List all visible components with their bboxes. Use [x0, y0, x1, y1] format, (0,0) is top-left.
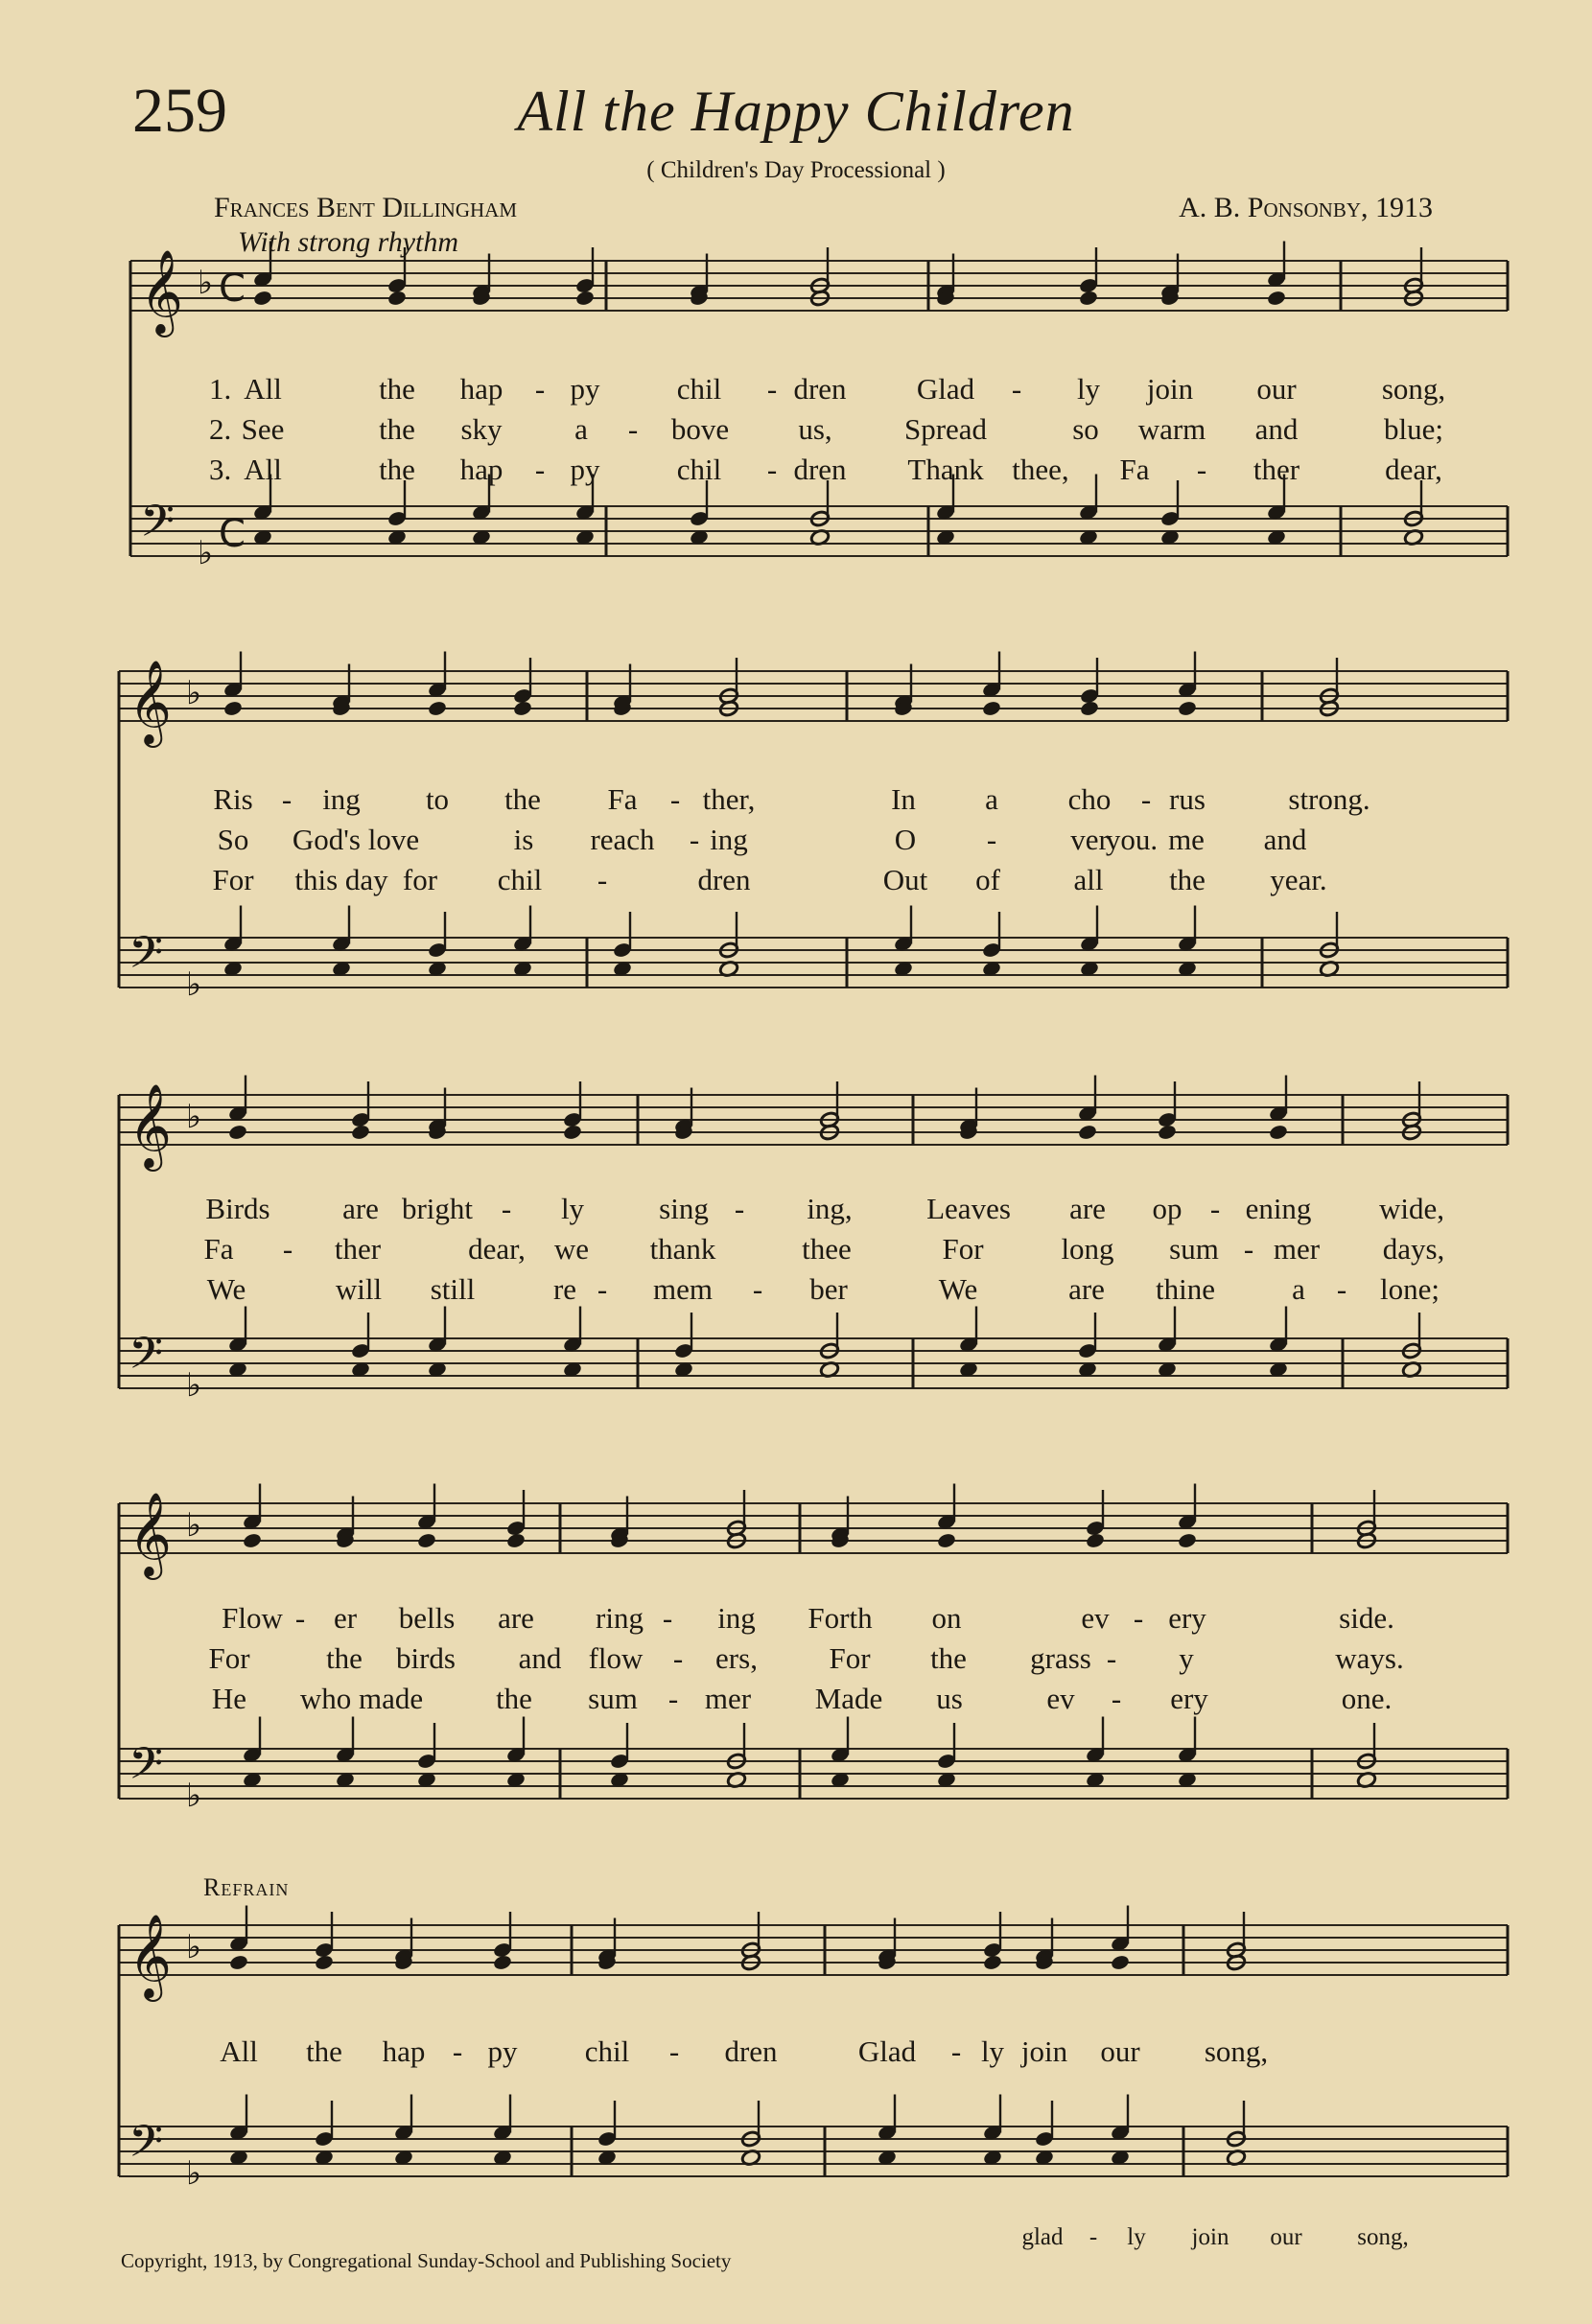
lyric-syllable: our — [1100, 2034, 1140, 2068]
lyric-syllable: mer — [1273, 1232, 1321, 1266]
key-signature-flat-icon: ♭ — [186, 965, 202, 1004]
lyric-syllable: are — [498, 1601, 534, 1635]
treble-clef-icon: 𝄞 — [140, 248, 183, 334]
key-signature-flat-icon: ♭ — [186, 1506, 202, 1545]
lyric-syllable: ther, — [702, 782, 756, 816]
lyric-syllable: still — [430, 1272, 476, 1306]
lyric-syllable: lone; — [1380, 1272, 1440, 1306]
tempo-marking: With strong rhythm — [238, 226, 459, 258]
lyric-syllable: For — [208, 1641, 250, 1675]
lyric-syllable: ery — [1168, 1601, 1206, 1635]
lyric-syllable: ery — [1170, 1682, 1208, 1715]
treble-clef-icon: 𝄞 — [129, 1491, 172, 1576]
copyright-notice: Copyright, 1913, by Congregational Sunday-School and Publishing Society — [121, 2249, 732, 2272]
lyric-syllable: thine — [1156, 1272, 1215, 1306]
lyric-syllable: Forth — [808, 1601, 873, 1635]
key-signature-flat-icon: ♭ — [198, 534, 214, 572]
lyric-syllable: is — [513, 823, 534, 856]
lyric-syllable: y — [1179, 1641, 1194, 1675]
syllable-hyphen: - — [1336, 1272, 1347, 1306]
lyric-syllable: warm — [1137, 412, 1206, 446]
lyric-syllable: long — [1061, 1232, 1114, 1266]
lyric-syllable: All — [220, 2034, 258, 2068]
lyric-syllable: py — [570, 372, 600, 406]
lyric-syllable: dear, — [468, 1232, 526, 1266]
syllable-hyphen: - — [734, 1192, 745, 1225]
lyric-syllable: Glad — [857, 2034, 917, 2068]
refrain-label: Refrain — [203, 1873, 290, 1901]
lyric-syllable: you. — [1105, 823, 1159, 856]
lyric-syllable: ly — [560, 1192, 585, 1225]
lyric-syllable: Fa — [607, 782, 638, 816]
lyric-syllable: Ris — [213, 782, 253, 816]
lyric-syllable: the — [326, 1641, 363, 1675]
lyric-syllable: py — [487, 2034, 518, 2068]
lyric-syllable: For — [212, 863, 254, 896]
lyric-syllable: bells — [398, 1601, 456, 1635]
lyric-syllable: bove — [670, 412, 730, 446]
lyric-syllable: one. — [1341, 1682, 1393, 1715]
notehead — [227, 1124, 247, 1141]
lyric-syllable: ring — [596, 1601, 644, 1635]
system-1 — [130, 248, 1508, 572]
echo-lyric-syllable: song, — [1357, 2224, 1409, 2250]
syllable-hyphen: - — [986, 823, 997, 856]
notehead — [1157, 1124, 1177, 1141]
lyric-syllable: all — [1073, 863, 1104, 896]
bass-clef-icon: 𝄢 — [140, 496, 176, 558]
syllable-hyphen: - — [950, 2034, 962, 2068]
lyric-syllable: Flow — [222, 1601, 283, 1635]
lyric-syllable: thank — [649, 1232, 716, 1266]
key-signature-flat-icon: ♭ — [186, 1777, 202, 1815]
syllable-hyphen: - — [597, 863, 608, 896]
lyric-syllable: sing — [659, 1192, 709, 1225]
syllable-hyphen: - — [282, 1232, 293, 1266]
lyric-syllable: py — [570, 453, 600, 486]
lyric-syllable: to — [425, 782, 450, 816]
lyric-syllable: For — [942, 1232, 984, 1266]
lyric-syllable: Thank — [907, 453, 984, 486]
lyric-syllable: ev — [1046, 1682, 1075, 1715]
lyric-syllable: cho — [1067, 782, 1112, 816]
lyric-syllable: rus — [1169, 782, 1206, 816]
lyric-syllable: ly — [980, 2034, 1005, 2068]
lyric-syllable: chil — [676, 372, 722, 406]
lyric-syllable: are — [342, 1192, 379, 1225]
lyric-syllable: the — [496, 1682, 532, 1715]
notehead — [1110, 1954, 1130, 1971]
syllable-hyphen: - — [1106, 1641, 1117, 1675]
notehead — [512, 700, 532, 717]
lyric-syllable: thee — [802, 1232, 852, 1266]
lyric-syllable: blue; — [1384, 412, 1443, 446]
lyric-syllable: a — [1292, 1272, 1305, 1306]
lyric-syllable: All — [244, 372, 282, 406]
lyric-syllable: ening — [1245, 1192, 1312, 1225]
key-signature-flat-icon: ♭ — [186, 674, 202, 712]
lyric-syllable: ers, — [715, 1641, 758, 1675]
notehead — [242, 1532, 262, 1549]
syllable-hyphen: - — [627, 412, 639, 446]
time-signature: C — [219, 512, 246, 556]
notehead — [1085, 1532, 1105, 1549]
lyric-syllable: the — [379, 372, 415, 406]
lyric-syllable: ways. — [1335, 1641, 1404, 1675]
lyric-syllable: ing — [322, 782, 361, 816]
lyric-syllable: In — [891, 782, 916, 816]
lyric-syllable: of — [975, 863, 1000, 896]
lyric-syllable: So — [217, 823, 249, 856]
syllable-hyphen: - — [669, 782, 681, 816]
lyric-syllable: side. — [1339, 1601, 1394, 1635]
lyric-syllable: See — [241, 412, 285, 446]
lyric-syllable: dear, — [1385, 453, 1442, 486]
lyric-syllable: hap — [459, 372, 503, 406]
lyric-syllable: Spread — [903, 412, 988, 446]
lyric-syllable: chil — [497, 863, 543, 896]
syllable-hyphen: - — [294, 1601, 306, 1635]
lyric-syllable: op — [1152, 1192, 1182, 1225]
syllable-hyphen: - — [501, 1192, 512, 1225]
lyric-syllable: sum — [1169, 1232, 1219, 1266]
lyric-syllable: and — [518, 1641, 562, 1675]
syllable-hyphen: - — [689, 823, 700, 856]
lyric-syllable: Glad — [916, 372, 975, 406]
lyric-syllable: hap — [382, 2034, 426, 2068]
notehead — [1079, 700, 1099, 717]
notehead — [350, 1124, 370, 1141]
hymn-subtitle: ( Children's Day Processional ) — [646, 157, 946, 183]
treble-clef-icon: 𝄞 — [129, 659, 172, 744]
verse-number: 2. — [209, 412, 232, 446]
lyric-syllable: mem — [653, 1272, 713, 1306]
author-credit: Frances Bent Dillingham — [214, 192, 518, 223]
syllable-hyphen: - — [1011, 372, 1022, 406]
lyric-syllable: ber — [809, 1272, 848, 1306]
echo-lyric-syllable: our — [1270, 2224, 1302, 2250]
lyric-syllable: Made — [814, 1682, 883, 1715]
notehead — [386, 290, 407, 307]
lyric-syllable: ing, — [807, 1192, 853, 1225]
lyric-syllable: ev — [1081, 1601, 1110, 1635]
notehead — [1266, 290, 1286, 307]
lyric-syllable: us, — [798, 412, 832, 446]
notehead — [314, 1954, 334, 1971]
lyric-syllable: O — [894, 823, 917, 856]
syllable-hyphen: - — [534, 372, 546, 406]
notehead — [1077, 1124, 1097, 1141]
lyric-syllable: a — [985, 782, 998, 816]
lyric-syllable: ly — [1076, 372, 1101, 406]
lyric-syllable: this day — [294, 863, 388, 896]
lyric-syllable: dren — [697, 863, 751, 896]
lyric-syllable: He — [211, 1682, 247, 1715]
syllable-hyphen: - — [281, 782, 293, 816]
lyric-syllable: sky — [460, 412, 503, 446]
lyric-syllable: the — [306, 2034, 342, 2068]
syllable-hyphen: - — [1196, 453, 1207, 486]
notehead — [562, 1124, 582, 1141]
treble-clef-icon: 𝄞 — [129, 1913, 172, 1998]
syllable-hyphen: - — [597, 1272, 608, 1306]
time-signature: C — [219, 267, 246, 311]
syllable-hyphen: - — [662, 1601, 673, 1635]
syllable-hyphen: - — [766, 453, 778, 486]
lyric-syllable: strong. — [1288, 782, 1370, 816]
lyric-syllable: days, — [1382, 1232, 1445, 1266]
lyric-syllable: bright — [401, 1192, 474, 1225]
syllable-hyphen: - — [766, 372, 778, 406]
lyric-syllable: song, — [1381, 372, 1446, 406]
lyric-syllable: grass — [1030, 1641, 1091, 1675]
echo-lyric-syllable: glad — [1021, 2224, 1064, 2250]
lyric-syllable: who made — [299, 1682, 424, 1715]
syllable-hyphen: - — [1089, 2224, 1098, 2250]
lyric-syllable: on — [931, 1601, 962, 1635]
syllable-hyphen: - — [452, 2034, 463, 2068]
lyric-syllable: ing — [710, 823, 748, 856]
lyric-syllable: the — [379, 412, 415, 446]
lyric-syllable: flow — [588, 1641, 644, 1675]
notehead — [936, 1532, 956, 1549]
lyric-syllable: sum — [588, 1682, 638, 1715]
notehead — [492, 1954, 512, 1971]
notehead — [981, 700, 1001, 717]
lyric-syllable: song, — [1204, 2034, 1269, 2068]
lyric-syllable: will — [335, 1272, 383, 1306]
lyric-syllable: so — [1072, 412, 1099, 446]
notehead — [1078, 290, 1098, 307]
lyric-syllable: dren — [724, 2034, 778, 2068]
syllable-hyphen: - — [1243, 1232, 1254, 1266]
lyric-syllable: are — [1069, 1192, 1106, 1225]
treble-clef-icon: 𝄞 — [129, 1082, 172, 1168]
lyric-syllable: dren — [793, 372, 847, 406]
lyric-syllable: thee, — [1012, 453, 1069, 486]
echo-lyric-syllable: join — [1191, 2224, 1229, 2250]
lyric-syllable: a — [574, 412, 588, 446]
syllable-hyphen: - — [672, 1641, 684, 1675]
lyric-syllable: Fa — [203, 1232, 234, 1266]
key-signature-flat-icon: ♭ — [186, 1928, 202, 1966]
verse-number: 1. — [209, 372, 232, 406]
lyric-syllable: our — [1256, 372, 1297, 406]
lyric-syllable: are — [1068, 1272, 1105, 1306]
lyric-syllable: mer — [704, 1682, 752, 1715]
notehead — [222, 700, 243, 717]
lyric-syllable: Fa — [1119, 453, 1150, 486]
syllable-hyphen: - — [667, 1682, 679, 1715]
syllable-hyphen: - — [1140, 782, 1152, 816]
lyric-syllable: birds — [396, 1641, 456, 1675]
lyric-syllable: We — [206, 1272, 246, 1306]
lyric-syllable: er — [333, 1601, 358, 1635]
notehead — [228, 1954, 248, 1971]
syllable-hyphen: - — [1133, 1601, 1144, 1635]
notehead — [1177, 700, 1197, 717]
composer-credit: A. B. Ponsonby, 1913 — [1179, 192, 1433, 223]
lyric-syllable: ver — [1070, 823, 1109, 856]
notehead — [416, 1532, 436, 1549]
lyric-syllable: reach — [590, 823, 655, 856]
key-signature-flat-icon: ♭ — [186, 1366, 202, 1405]
notehead — [1177, 1532, 1197, 1549]
lyric-syllable: year. — [1270, 863, 1327, 896]
lyric-syllable: for — [402, 863, 438, 896]
syllable-hyphen: - — [534, 453, 546, 486]
lyric-syllable: ing — [717, 1601, 756, 1635]
hymn-number: 259 — [132, 76, 227, 146]
lyric-syllable: and — [1254, 412, 1299, 446]
verse-number: 3. — [209, 453, 232, 486]
lyric-syllable: For — [829, 1641, 871, 1675]
hymn-title: All the Happy Children — [517, 80, 1075, 143]
lyric-syllable: me — [1168, 823, 1205, 856]
lyric-syllable: We — [938, 1272, 978, 1306]
lyric-syllable: join — [1146, 372, 1194, 406]
notehead — [574, 290, 595, 307]
notehead — [252, 290, 272, 307]
syllable-hyphen: - — [1111, 1682, 1122, 1715]
key-signature-flat-icon: ♭ — [198, 264, 214, 302]
key-signature-flat-icon: ♭ — [186, 2154, 202, 2193]
lyric-syllable: ther — [334, 1232, 382, 1266]
lyric-syllable: hap — [459, 453, 503, 486]
bass-clef-icon: 𝄢 — [129, 1328, 164, 1390]
lyric-syllable: dren — [793, 453, 847, 486]
lyric-syllable: All — [244, 453, 282, 486]
lyric-syllable: Out — [882, 863, 928, 896]
echo-lyric-syllable: ly — [1127, 2224, 1146, 2250]
notehead — [1268, 1124, 1288, 1141]
lyric-syllable: and — [1263, 823, 1307, 856]
syllable-hyphen: - — [1209, 1192, 1221, 1225]
key-signature-flat-icon: ♭ — [186, 1098, 202, 1136]
lyric-syllable: the — [379, 453, 415, 486]
lyric-syllable: chil — [676, 453, 722, 486]
lyric-syllable: chil — [584, 2034, 630, 2068]
lyric-syllable: wide, — [1378, 1192, 1445, 1225]
notehead — [505, 1532, 526, 1549]
lyric-syllable: the — [930, 1641, 967, 1675]
lyric-syllable: the — [1169, 863, 1206, 896]
lyric-syllable: the — [504, 782, 541, 816]
lyric-syllable: join — [1020, 2034, 1068, 2068]
lyric-syllable: we — [553, 1232, 590, 1266]
lyric-syllable: re — [552, 1272, 577, 1306]
bass-clef-icon: 𝄢 — [129, 2116, 164, 2178]
notehead — [427, 700, 447, 717]
syllable-hyphen: - — [752, 1272, 763, 1306]
lyric-syllable: Birds — [205, 1192, 270, 1225]
lyric-syllable: us — [936, 1682, 963, 1715]
lyric-syllable: God's love — [292, 823, 420, 856]
syllable-hyphen: - — [668, 2034, 680, 2068]
lyric-syllable: Leaves — [926, 1192, 1011, 1225]
bass-clef-icon: 𝄢 — [129, 1738, 164, 1801]
lyric-syllable: ther — [1253, 453, 1300, 486]
notehead — [982, 1954, 1002, 1971]
bass-clef-icon: 𝄢 — [129, 927, 164, 989]
